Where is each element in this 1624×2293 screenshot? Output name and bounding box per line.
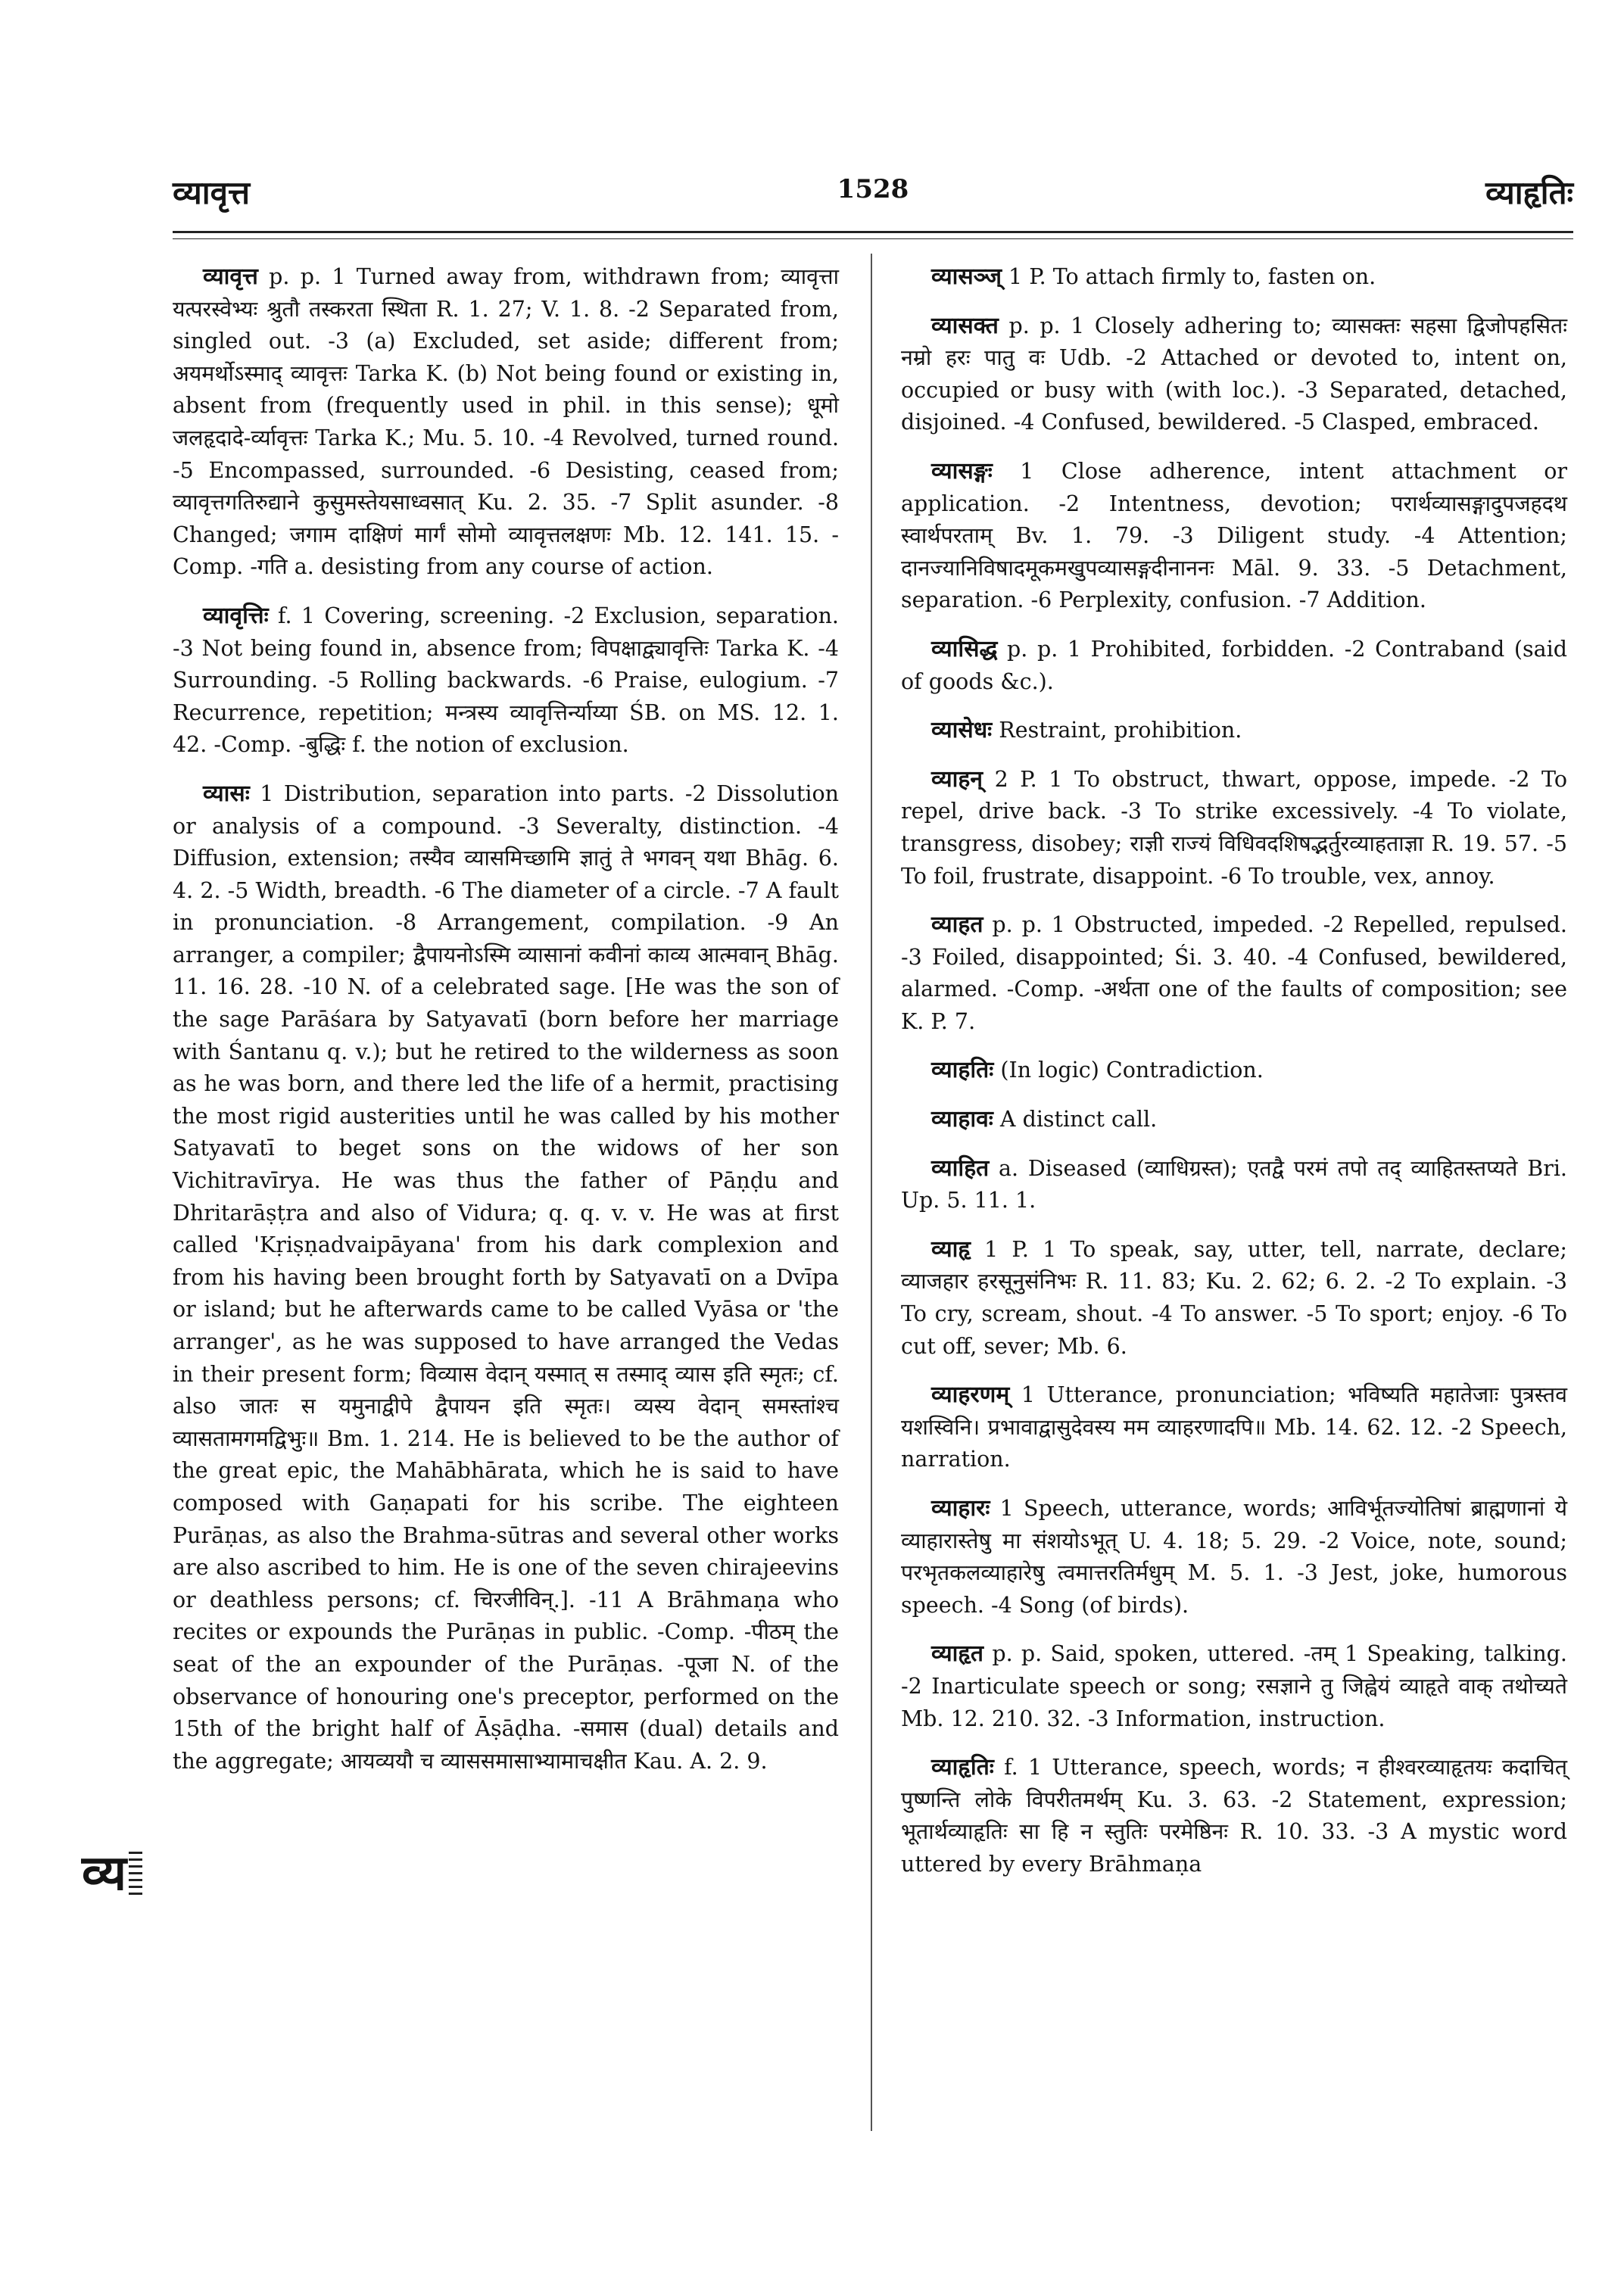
entry-body: a. Diseased (व्याधिग्रस्त); एतद्वै परमं तपो तद् व्याहितस्तप्यते Bri. Up. 5. 11. 1. [901, 1155, 1567, 1213]
headword: व्याहृ [931, 1235, 971, 1263]
page-number: 1528 [837, 174, 909, 204]
dictionary-entry [901, 1153, 1567, 1217]
entry-body: 1 P. 1 To speak, say, utter, tell, narrate, declare; व्याजहार हरसूनुसंनिभः R. 11. 83; Ku. 2. 62; 6. 2. -2 To explain. -3 To cry, scream, shout. -4 To answer. -5 To sport; enjoy. -6 To cut off, sever; Mb. 6. [901, 1236, 1567, 1359]
dictionary-entry [173, 600, 839, 762]
dictionary-entry [901, 1638, 1567, 1735]
entry-body: 1 Speech, utterance, words; आविर्भूतज्योतिषां ब्राह्मणानां ये व्याहारास्तेषु मा संशयोऽभूत् U. 4. 18; 5. 29. -2 Voice, note, sound; परभृतकलव्याहारेषु त्वमात्तरतिर्मधुम् M. 5. 1. -3 Jest, joke, humorous speech. -4 Song (of birds). [901, 1496, 1567, 1618]
headword: व्याहत [931, 911, 983, 939]
dictionary-entry [901, 1379, 1567, 1476]
dictionary-entry [901, 715, 1567, 747]
headword: व्याहतिः [931, 1057, 994, 1084]
dictionary-entry [901, 1493, 1567, 1622]
headword: व्यावृत्तिः [203, 602, 269, 629]
dictionary-entry [901, 1752, 1567, 1880]
left-column [173, 261, 839, 1794]
headword: व्यासङ्गः [931, 457, 993, 484]
headword: व्याहावः [931, 1106, 993, 1133]
entry-body: f. 1 Utterance, speech, words; न हीश्वरव्याहृतयः कदाचित् पुष्णन्ति लोके विपरीतमर्थम् Ku. 3. 63. -2 Statement, expression; भूतार्थव्याहृतिः सा हि न स्तुतिः परमेष्ठिनः R. 10. 33. -3 A mystic word uttered by every Brāhmaṇa [901, 1755, 1567, 1877]
headword: व्याहृतिः [931, 1754, 994, 1781]
header-rule [173, 231, 1573, 233]
dictionary-entry [901, 764, 1567, 893]
headword: व्यासिद्ध [931, 635, 998, 662]
headword: व्यासः [203, 780, 250, 807]
margin-thumb-index: व्य [82, 1845, 127, 1902]
dictionary-entry [901, 456, 1567, 617]
dictionary-entry [173, 261, 839, 584]
entry-body: A distinct call. [993, 1107, 1158, 1132]
dictionary-entry [901, 310, 1567, 439]
entry-body: 2 P. 1 To obstruct, thwart, oppose, impede. -2 To repel, drive back. -3 To strike excessively. -4 To violate, transgress, disobey; राज्ञी राज्यं विधिवदशिषद्भर्तुरव्याहताज्ञा R. 19. 57. -5 To foil, frustrate, disappoint. -6 To trouble, vex, annoy. [901, 766, 1567, 889]
dictionary-entry [901, 909, 1567, 1038]
entry-body: 1 Utterance, pronunciation; भविष्यति महातेजाः पुत्रस्तव यशस्विनि। प्रभावाद्वासुदेवस्य मम व्याहरणादपि॥ Mb. 14. 62. 12. -2 Speech, narration. [901, 1382, 1567, 1472]
entry-body: Restraint, prohibition. [992, 718, 1242, 743]
column-divider [871, 254, 872, 2131]
headword: व्याहन् [931, 765, 983, 793]
running-head-left: व्यावृत्त [173, 174, 250, 211]
headword: व्याहित [931, 1154, 990, 1182]
headword: व्याहारः [931, 1495, 990, 1522]
dictionary-entry [901, 261, 1567, 294]
headword: व्याहरणम् [931, 1382, 1010, 1409]
dictionary-entry [901, 1234, 1567, 1363]
right-column [901, 261, 1567, 1898]
headword: व्याहृत [931, 1640, 984, 1668]
entry-body: p. p. 1 Closely adhering to; व्यासक्तः सहसा द्विजोपहसितः नम्रो हरः पातु वः Udb. -2 Attached or devoted to, intent on, occupied or busy with (with loc.). -3 Separated, detached, disjoined. -4 Confused, bewildered. -5 Clasped, embraced. [901, 313, 1567, 435]
dictionary-entry [901, 1104, 1567, 1136]
headword: व्यावृत्त [203, 263, 258, 290]
entry-body: 1 Distribution, separation into parts. -2 Dissolution or analysis of a compound. -3 Severalty, distinction. -4 Diffusion, extension; तस्यैव व्यासमिच्छामि ज्ञातुं ते भगवन् यथा Bhāg. 6. 4. 2. -5 Width, breadth. -6 The diameter of a circle. -7 A fault in pronunciation. -8 Arrangement, compilation. -9 An arranger, a compiler; द्वैपायनोऽस्मि व्यासानां कवीनां काव्य आत्मवान् Bhāg. 11. 16. 28. -10 N. of a celebrated sage. [He was the son of the sage Parāśara by Satyavatī (born before her marriage with Śantanu q. v.); but he retired to the wilderness as soon as he was born, and there led the life of a hermit, practising the most rigid austerities until he was called by his mother Satyavatī to beget sons on the widows of her son Vichitravīrya. He was thus the father of Pāṇḍu and Dhritarāṣṭra and also of Vidura; q. q. v. v. He was at first called 'Kṛiṣṇadvaipāyana' from his dark complexion and from his having been brought forth by Satyavatī on a Dvīpa or island; but he afterwards came to be called Vyāsa or 'the arranger', as he was supposed to have arranged the Vedas in their present form; विव्यास वेदान् यस्मात् स तस्माद् व्यास इति स्मृतः; cf. also जातः स यमुनाद्वीपे द्वैपायन इति स्मृतः। व्यस्य वेदान् समस्तांश्च व्यासतामगमद्विभुः॥ Bm. 1. 214. He is believed to be the author of the great epic, the Mahābhārata, which he is said to have composed with Gaṇapati for his scribe. The eighteen Purāṇas, as also the Brahma-sūtras and several other works are also ascribed to him. He is one of the seven chirajeevins or deathless persons; cf. चिरजीविन्.]. -11 A Brāhmaṇa who recites or expounds the Purāṇas in public. -Comp. -पीठम् the seat of the an expounder of the Purāṇas. -पूजा N. of the observance of honouring one's preceptor, performed on the 15th of the bright half of Āṣāḍha. -समास (dual) details and the aggregate; आयव्ययौ च व्याससमासाभ्यामाचक्षीत Kau. A. 2. 9. [173, 780, 839, 1774]
headword: व्यासेधः [931, 717, 993, 744]
dictionary-entry [901, 634, 1567, 698]
entry-body: p. p. Said, spoken, uttered. -तम् 1 Speaking, talking. -2 Inarticulate speech or song; रसज्ञाने तु जिह्वेयं व्याहृते वाक् तथोच्यते Mb. 12. 210. 32. -3 Information, instruction. [901, 1641, 1567, 1731]
page-header [173, 155, 1573, 223]
entry-body: 1 P. To attach firmly to, fasten on. [1001, 264, 1376, 289]
entry-body: f. 1 Covering, screening. -2 Exclusion, separation. -3 Not being found in, absence from; विपक्षाद्व्यावृत्तिः Tarka K. -4 Surrounding. -5 Rolling backwards. -6 Praise, eulogium. -7 Recurrence, repetition; मन्त्रस्य व्यावृत्तिर्न्याय्या ŚB. on MS. 12. 1. 42. -Comp. -बुद्धिः f. the notion of exclusion. [173, 603, 839, 758]
header-rule-thin [173, 238, 1573, 239]
dictionary-entry [173, 778, 839, 1777]
margin-tab-lines [129, 1852, 142, 1897]
entry-body: p. p. 1 Obstructed, impeded. -2 Repelled, repulsed. -3 Foiled, disappointed; Śi. 3. 40. -4 Confused, bewildered, alarmed. -Comp. -अर्थता one of the faults of composition; see K. P. 7. [901, 912, 1567, 1034]
dictionary-entry [901, 1055, 1567, 1087]
entry-body: p. p. 1 Prohibited, forbidden. -2 Contraband (said of goods &c.). [901, 636, 1567, 694]
entry-body: (In logic) Contradiction. [993, 1058, 1264, 1083]
entry-body: 1 Close adherence, intent attachment or application. -2 Intentness, devotion; परार्थव्यासङ्गादुपजहदथ स्वार्थपरताम् Bv. 1. 79. -3 Diligent study. -4 Attention; दानज्यानिविषादमूकमखुपव्यासङ्गदीनाननः Māl. 9. 33. -5 Detachment, separation. -6 Perplexity, confusion. -7 Addition. [901, 458, 1567, 613]
running-head-right: व्याहृतिः [1485, 174, 1573, 211]
entry-body: p. p. 1 Turned away from, withdrawn from; व्यावृत्ता यत्परस्वेभ्यः श्रुतौ तस्करता स्थिता R. 1. 27; V. 1. 8. -2 Separated from, singled out. -3 (a) Excluded, set aside; different from; अयमर्थोऽस्माद् व्यावृत्तः Tarka K. (b) Not being found or existing in, absent from (frequently used in phil. in this sense); धूमो जलहृदादे-र्व्यावृत्तः Tarka K.; Mu. 5. 10. -4 Revolved, turned round. -5 Encompassed, surrounded. -6 Desisting, ceased from; व्यावृत्तगतिरुद्याने कुसुमस्तेयसाध्वसात् Ku. 2. 35. -7 Split asunder. -8 Changed; जगाम दाक्षिणं मार्गं सोमो व्यावृत्तलक्षणः Mb. 12. 141. 15. -Comp. -गति a. desisting from any course of action. [173, 264, 839, 580]
headword: व्यासक्त [931, 312, 999, 339]
headword: व्यासञ्ज् [931, 263, 1002, 290]
